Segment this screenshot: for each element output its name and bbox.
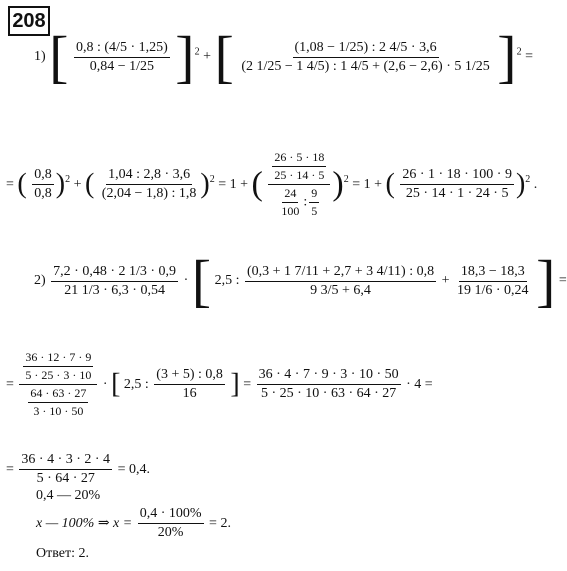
part1-expression: 1) [ $\frac{0,8 : (4/5 \cdot 1,25)}{0,84 - 1/25}$ ]$^2$ + [ $\frac{(1,08 - 1/25) : 2 4/5 \cdot 3,6}{(2 1/25 - 1 4/5) : 1 4/5 + (2,6 - 2,6) \cdot 5 1/25}$ ]$^2$ = <box>34 24 534 89</box>
part2-fraction-g: $\frac{(0,3 + 1 7/11 + 2,7 + 3 4/11) : 0,8}{9 3/5 + 6,4}$ <box>246 263 435 298</box>
step-fraction-4: $\frac{26 \cdot 1 \cdot 18 \cdot 100 \cdot 9}{25 \cdot 14 \cdot 1 \cdot 24 \cdot 5}$ <box>402 167 512 201</box>
part2-fraction-h: $\frac{18,3 - 18,3}{19 1/6 \cdot 0,24}$ <box>457 263 529 298</box>
part1-fraction-b: $\frac{(1,08 - 1/25) : 2 4/5 \cdot 3,6}{(2 1/25 - 1 4/5) : 1 4/5 + (2,6 - 2,6) \cdot 5 1/25}$ <box>241 39 490 74</box>
part1-steps: = ( $\frac{0,8}{0,8}$ )$^2$ + ( $\frac{1,04 : 2,8 \cdot 3,6}{(2,04 - 1,8) : 1,8}$ )$^2$ = 1 + ( $\frac{26 \cdot 5 \cdot 18}{25 \cdot 14 \cdot 5}$ $\frac{24}{100}$ : $\frac{9}{5}$ )$^2$ = 1 + ( $\frac{26 \cdot 1 \cdot 18 \cdot 100 \cdot 9}{25 \cdot 14 \cdot 1 \cdot 24 \cdot 5}$ )$^2$ . <box>6 150 538 218</box>
step-fraction-q: $\frac{(3 + 5) : 0,8}{16}$ <box>156 367 223 401</box>
part2-result: = $\frac{36 \cdot 4 \cdot 3 \cdot 2 \cdot 4}{5 \cdot 64 \cdot 27}$ = 0,4. <box>6 452 150 486</box>
step-fraction-r: $\frac{36 \cdot 4 \cdot 7 \cdot 9 \cdot 3 \cdot 10 \cdot 50}{5 \cdot 25 \cdot 10 \cdot 63 \cdot 64 \cdot 27}$ <box>258 367 399 401</box>
part2-expression: 2) $\frac{7,2 \cdot 0,48 \cdot 2 1/3 \cdot 0,9}{21 1/3 \cdot 6,3 \cdot 0,54}$ · [ 2,5 : $\frac{(0,3 + 1 7/11 + 2,7 + 3 4/11) : 0,8}{9 3/5 + 6,4}$ + $\frac{18,3 - 18,3}{19 1/6 \cdot 0,24}$ ] = <box>34 248 567 313</box>
step-compound-fraction-p: $\frac{\frac{36 \cdot 12 \cdot 7 \cdot 9}{5 \cdot 25 \cdot 3 \cdot 10}}{\frac{64 \cdot 63 \cdot 27}{3 \cdot 10 \cdot 50}}$ <box>19 350 97 419</box>
proportion-fraction: $\frac{0,4 \cdot 100\%}{20\%}$ <box>139 506 202 540</box>
part2-steps: = $\frac{\frac{36 \cdot 12 \cdot 7 \cdot 9}{5 \cdot 25 \cdot 3 \cdot 10}}{\frac{64 \cdot 63 \cdot 27}{3 \cdot 10 \cdot 50}}$ · [ 2,5 : $\frac{(3 + 5) : 0,8}{16}$ ] = $\frac{36 \cdot 4 \cdot 7 \cdot 9 \cdot 3 \cdot 10 \cdot 50}{5 \cdot 25 \cdot 10 \cdot 63 \cdot 64 \cdot 27}$ · 4 = <box>6 350 433 418</box>
part1-fraction-a: $\frac{0,8 : (4/5 \cdot 1,25)}{0,84 - 1/25}$ <box>76 39 168 74</box>
problem-number-badge: 208 <box>8 6 50 36</box>
part2-fraction-f: $\frac{7,2 \cdot 0,48 \cdot 2 1/3 \cdot 0,9}{21 1/3 \cdot 6,3 \cdot 0,54}$ <box>53 263 177 298</box>
step-compound-fraction: $\frac{26 \cdot 5 \cdot 18}{25 \cdot 14 \cdot 5}$ $\frac{24}{100}$ : $\frac{9}{5}$ <box>268 150 330 219</box>
proportion-line-1: 0,4 — 20% <box>36 488 101 503</box>
answer-line: Ответ: 2. <box>36 546 89 561</box>
part1-label: 1) <box>34 49 46 64</box>
bracket-open: [ <box>214 24 234 89</box>
bracket-close: ] <box>497 24 517 89</box>
bracket-open: [ <box>49 24 69 89</box>
step-fraction-1: $\frac{0,8}{0,8}$ <box>34 167 52 201</box>
result-fraction: $\frac{36 \cdot 4 \cdot 3 \cdot 2 \cdot 4}{5 \cdot 64 \cdot 27}$ <box>21 452 111 486</box>
step-fraction-2: $\frac{1,04 : 2,8 \cdot 3,6}{(2,04 - 1,8) : 1,8}$ <box>101 167 197 201</box>
bracket-close: ] <box>175 24 195 89</box>
proportion-line-2: x — 100% ⇒ x = $\frac{0,4 \cdot 100\%}{20\%}$ = 2. <box>36 506 231 540</box>
part2-label: 2) <box>34 273 46 288</box>
